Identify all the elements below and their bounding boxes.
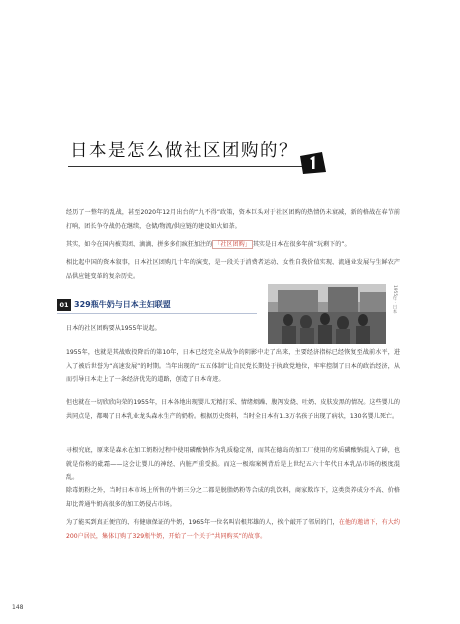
section-underline — [57, 313, 257, 314]
title-underline — [68, 166, 318, 167]
section-heading: 329瓶牛奶与日本主妇联盟 — [74, 300, 171, 309]
page-title: 日本是怎么做社区团购的？ — [70, 141, 298, 161]
community-group-buying-tag: 「社区团购」 — [214, 241, 251, 248]
intro-paragraph-2 — [66, 238, 400, 252]
page-number: 148 — [12, 604, 24, 611]
intro-paragraph-3: 相比起中国的资本叙事，日本社区团购几十年的演变，是一段关于消费者运动、女性自我价值实现、流通业发展与生鲜农产品供应链变革的复杂历史。 — [66, 259, 400, 280]
body-paragraph-3: 但也就在一切欣欣向荣的1955年，日本各地出现婴儿无精打采、情绪烦躁、腹泻发烧、吐奶、皮肤发黑的情况。这些婴儿的共同点是，都喝了日本乳业龙头森永生产的奶粉。根据历史资料，当时全日本有1.3万名孩子出现了病状，130名婴儿死亡。 — [66, 399, 400, 420]
section-number: 01 — [57, 299, 71, 311]
intro-paragraph-2-text-a: 其实，如今在国内被美团、滴滴、拼多多们疯狂加注的 — [66, 241, 213, 248]
intro-paragraph-1: 经历了一整年的乱战，甚至2020年12月出台的“九不得”政策，资本巨头对于社区团购的热情仍未衰减，新的格战在春节前打响，团长争夺战仍在继续，仓储/物流/供应链的建设如火如荼。 — [66, 209, 400, 230]
body-paragraph-6-highlight: 在他的邀请下，有大约200户居民，集体订购了329瓶牛奶，开始了一个关于“共同购买”的故事。 — [66, 519, 400, 540]
chapter-number-badge-icon — [300, 150, 326, 174]
body-paragraph-1: 日本的社区团购要从1955年说起。 — [66, 325, 161, 332]
body-paragraph-5: 除毒奶粉之外，当时日本市场上所售的牛奶三分之二都是脱脂奶粉等合成的乳饮料，商家欺诈下，这类货养成分不高、价格却比普通牛奶高很多的加工奶侵占市场。 — [66, 487, 400, 508]
body-paragraph-6 — [66, 516, 400, 543]
intro-paragraph-2-text-b: 其实是日本在很多年前“玩剩下的”。 — [252, 241, 351, 248]
body-paragraph-2: 1955年，也就是其战败投降后的第10年，日本已经完全从战争的阴影中走了出来，主要经济指标已经恢复至战前水平，进入了被后世誉为“高速发展”的时期。当年出现的“五五体制”让自民党长期处于执政党地位，牢牢控制了日本的政治经济，从而引导日本走上了一条经济优先的道路，创造了日本奇迹。 — [66, 349, 400, 384]
body-paragraph-6-text: 为了能买到真正便宜的、有健康保证的牛奶，1965年一位名叫岩根邦雄的人，挨个敲开了邻居的门， — [66, 519, 339, 526]
photo-caption: 1955年 · 日本 — [392, 285, 397, 314]
body-paragraph-4: 寻根究底，原来是森永在加工奶粉过程中使用磷酸钠作为乳质稳定剂，而其在德岛的加工厂使用的劣质磷酸钠混入了砷，也就是俗称的砒霜——这会让婴儿的神经、内脏严重受损。而这一极端案例背后是上世纪五六十年代日本乳品市场的极度混乱。 — [66, 447, 400, 482]
